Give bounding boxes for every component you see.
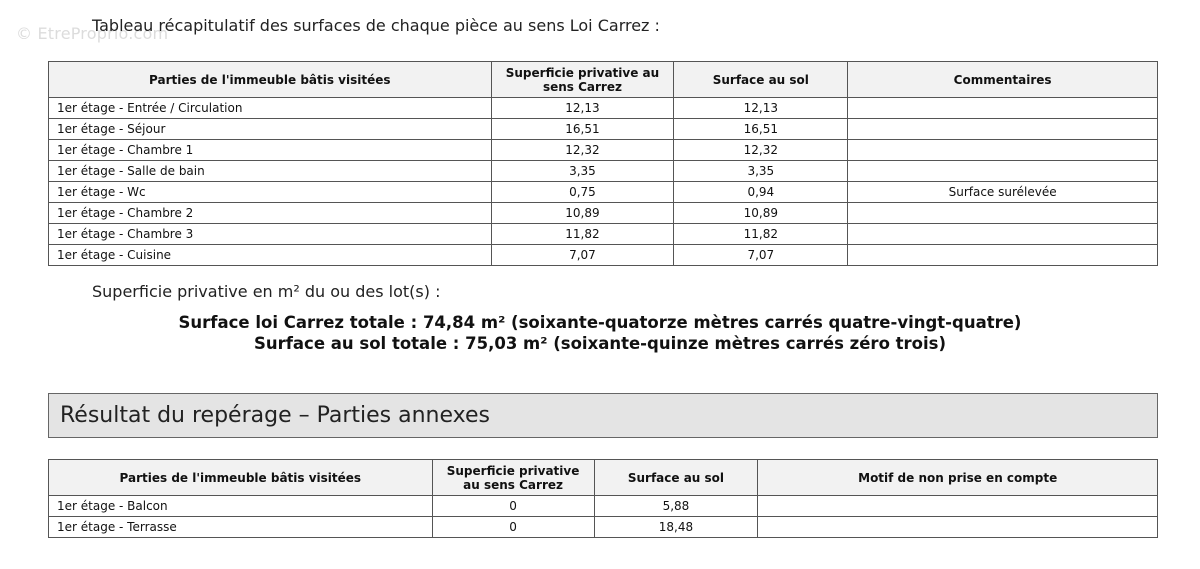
intro-text: Tableau récapitulatif des surfaces de chaque pièce au sens Loi Carrez :: [92, 16, 660, 35]
cell-partie: 1er étage - Chambre 3: [49, 224, 492, 245]
table-header-row: [49, 62, 1158, 98]
cell-partie: 1er étage - Balcon: [49, 496, 433, 517]
table-row: [49, 161, 1158, 182]
cell-partie: 1er étage - Terrasse: [49, 517, 433, 538]
cell-commentaire: [848, 245, 1158, 266]
cell-carrez: 12,32: [491, 140, 674, 161]
header-parties: Parties de l'immeuble bâtis visitées: [49, 460, 433, 496]
cell-sol: 0,94: [674, 182, 848, 203]
cell-sol: 11,82: [674, 224, 848, 245]
table-row: [49, 496, 1158, 517]
header-parties: Parties de l'immeuble bâtis visitées: [49, 62, 492, 98]
cell-commentaire: [848, 224, 1158, 245]
cell-sol: 16,51: [674, 119, 848, 140]
table-row: [49, 245, 1158, 266]
cell-carrez: 0: [432, 517, 594, 538]
watermark: © EtreProprio.com: [16, 24, 169, 43]
table-header-row: [49, 460, 1158, 496]
annexes-table: [48, 459, 1158, 538]
cell-sol: 10,89: [674, 203, 848, 224]
header-superficie-carrez: Superficie privative au sens Carrez: [432, 460, 594, 496]
cell-partie: 1er étage - Salle de bain: [49, 161, 492, 182]
cell-commentaire: [848, 119, 1158, 140]
header-surface-sol: Surface au sol: [594, 460, 758, 496]
cell-sol: 3,35: [674, 161, 848, 182]
table-row: [49, 140, 1158, 161]
table-row: [49, 517, 1158, 538]
cell-carrez: 16,51: [491, 119, 674, 140]
cell-commentaire: [848, 203, 1158, 224]
cell-partie: 1er étage - Cuisine: [49, 245, 492, 266]
table-row: [49, 224, 1158, 245]
cell-sol: 7,07: [674, 245, 848, 266]
header-superficie-carrez: Superficie privative au sens Carrez: [491, 62, 674, 98]
cell-commentaire: Surface surélevée: [848, 182, 1158, 203]
table-row: [49, 182, 1158, 203]
cell-commentaire: [848, 98, 1158, 119]
cell-motif: [758, 517, 1158, 538]
totals-block: [0, 312, 1200, 354]
cell-sol: 18,48: [594, 517, 758, 538]
cell-motif: [758, 496, 1158, 517]
total-carrez: Surface loi Carrez totale : 74,84 m² (soixante-quatorze mètres carrés quatre-vingt-quatre): [178, 313, 1022, 332]
carrez-surfaces-table: [48, 61, 1158, 266]
superficie-line: Superficie privative en m² du ou des lot(s) :: [92, 282, 441, 301]
table-row: [49, 119, 1158, 140]
section-title: Résultat du repérage – Parties annexes: [60, 403, 490, 428]
header-commentaires: Commentaires: [848, 62, 1158, 98]
cell-partie: 1er étage - Wc: [49, 182, 492, 203]
header-motif: Motif de non prise en compte: [758, 460, 1158, 496]
cell-commentaire: [848, 140, 1158, 161]
table-row: [49, 203, 1158, 224]
header-surface-sol: Surface au sol: [674, 62, 848, 98]
cell-sol: 12,13: [674, 98, 848, 119]
cell-partie: 1er étage - Chambre 2: [49, 203, 492, 224]
table-row: [49, 98, 1158, 119]
cell-carrez: 7,07: [491, 245, 674, 266]
cell-carrez: 12,13: [491, 98, 674, 119]
cell-partie: 1er étage - Entrée / Circulation: [49, 98, 492, 119]
section-header-annexes: [48, 393, 1158, 438]
cell-sol: 5,88: [594, 496, 758, 517]
cell-commentaire: [848, 161, 1158, 182]
total-sol: Surface au sol totale : 75,03 m² (soixante-quinze mètres carrés zéro trois): [253, 334, 947, 353]
cell-partie: 1er étage - Chambre 1: [49, 140, 492, 161]
cell-carrez: 3,35: [491, 161, 674, 182]
cell-partie: 1er étage - Séjour: [49, 119, 492, 140]
cell-carrez: 10,89: [491, 203, 674, 224]
cell-carrez: 11,82: [491, 224, 674, 245]
cell-carrez: 0,75: [491, 182, 674, 203]
cell-sol: 12,32: [674, 140, 848, 161]
cell-carrez: 0: [432, 496, 594, 517]
